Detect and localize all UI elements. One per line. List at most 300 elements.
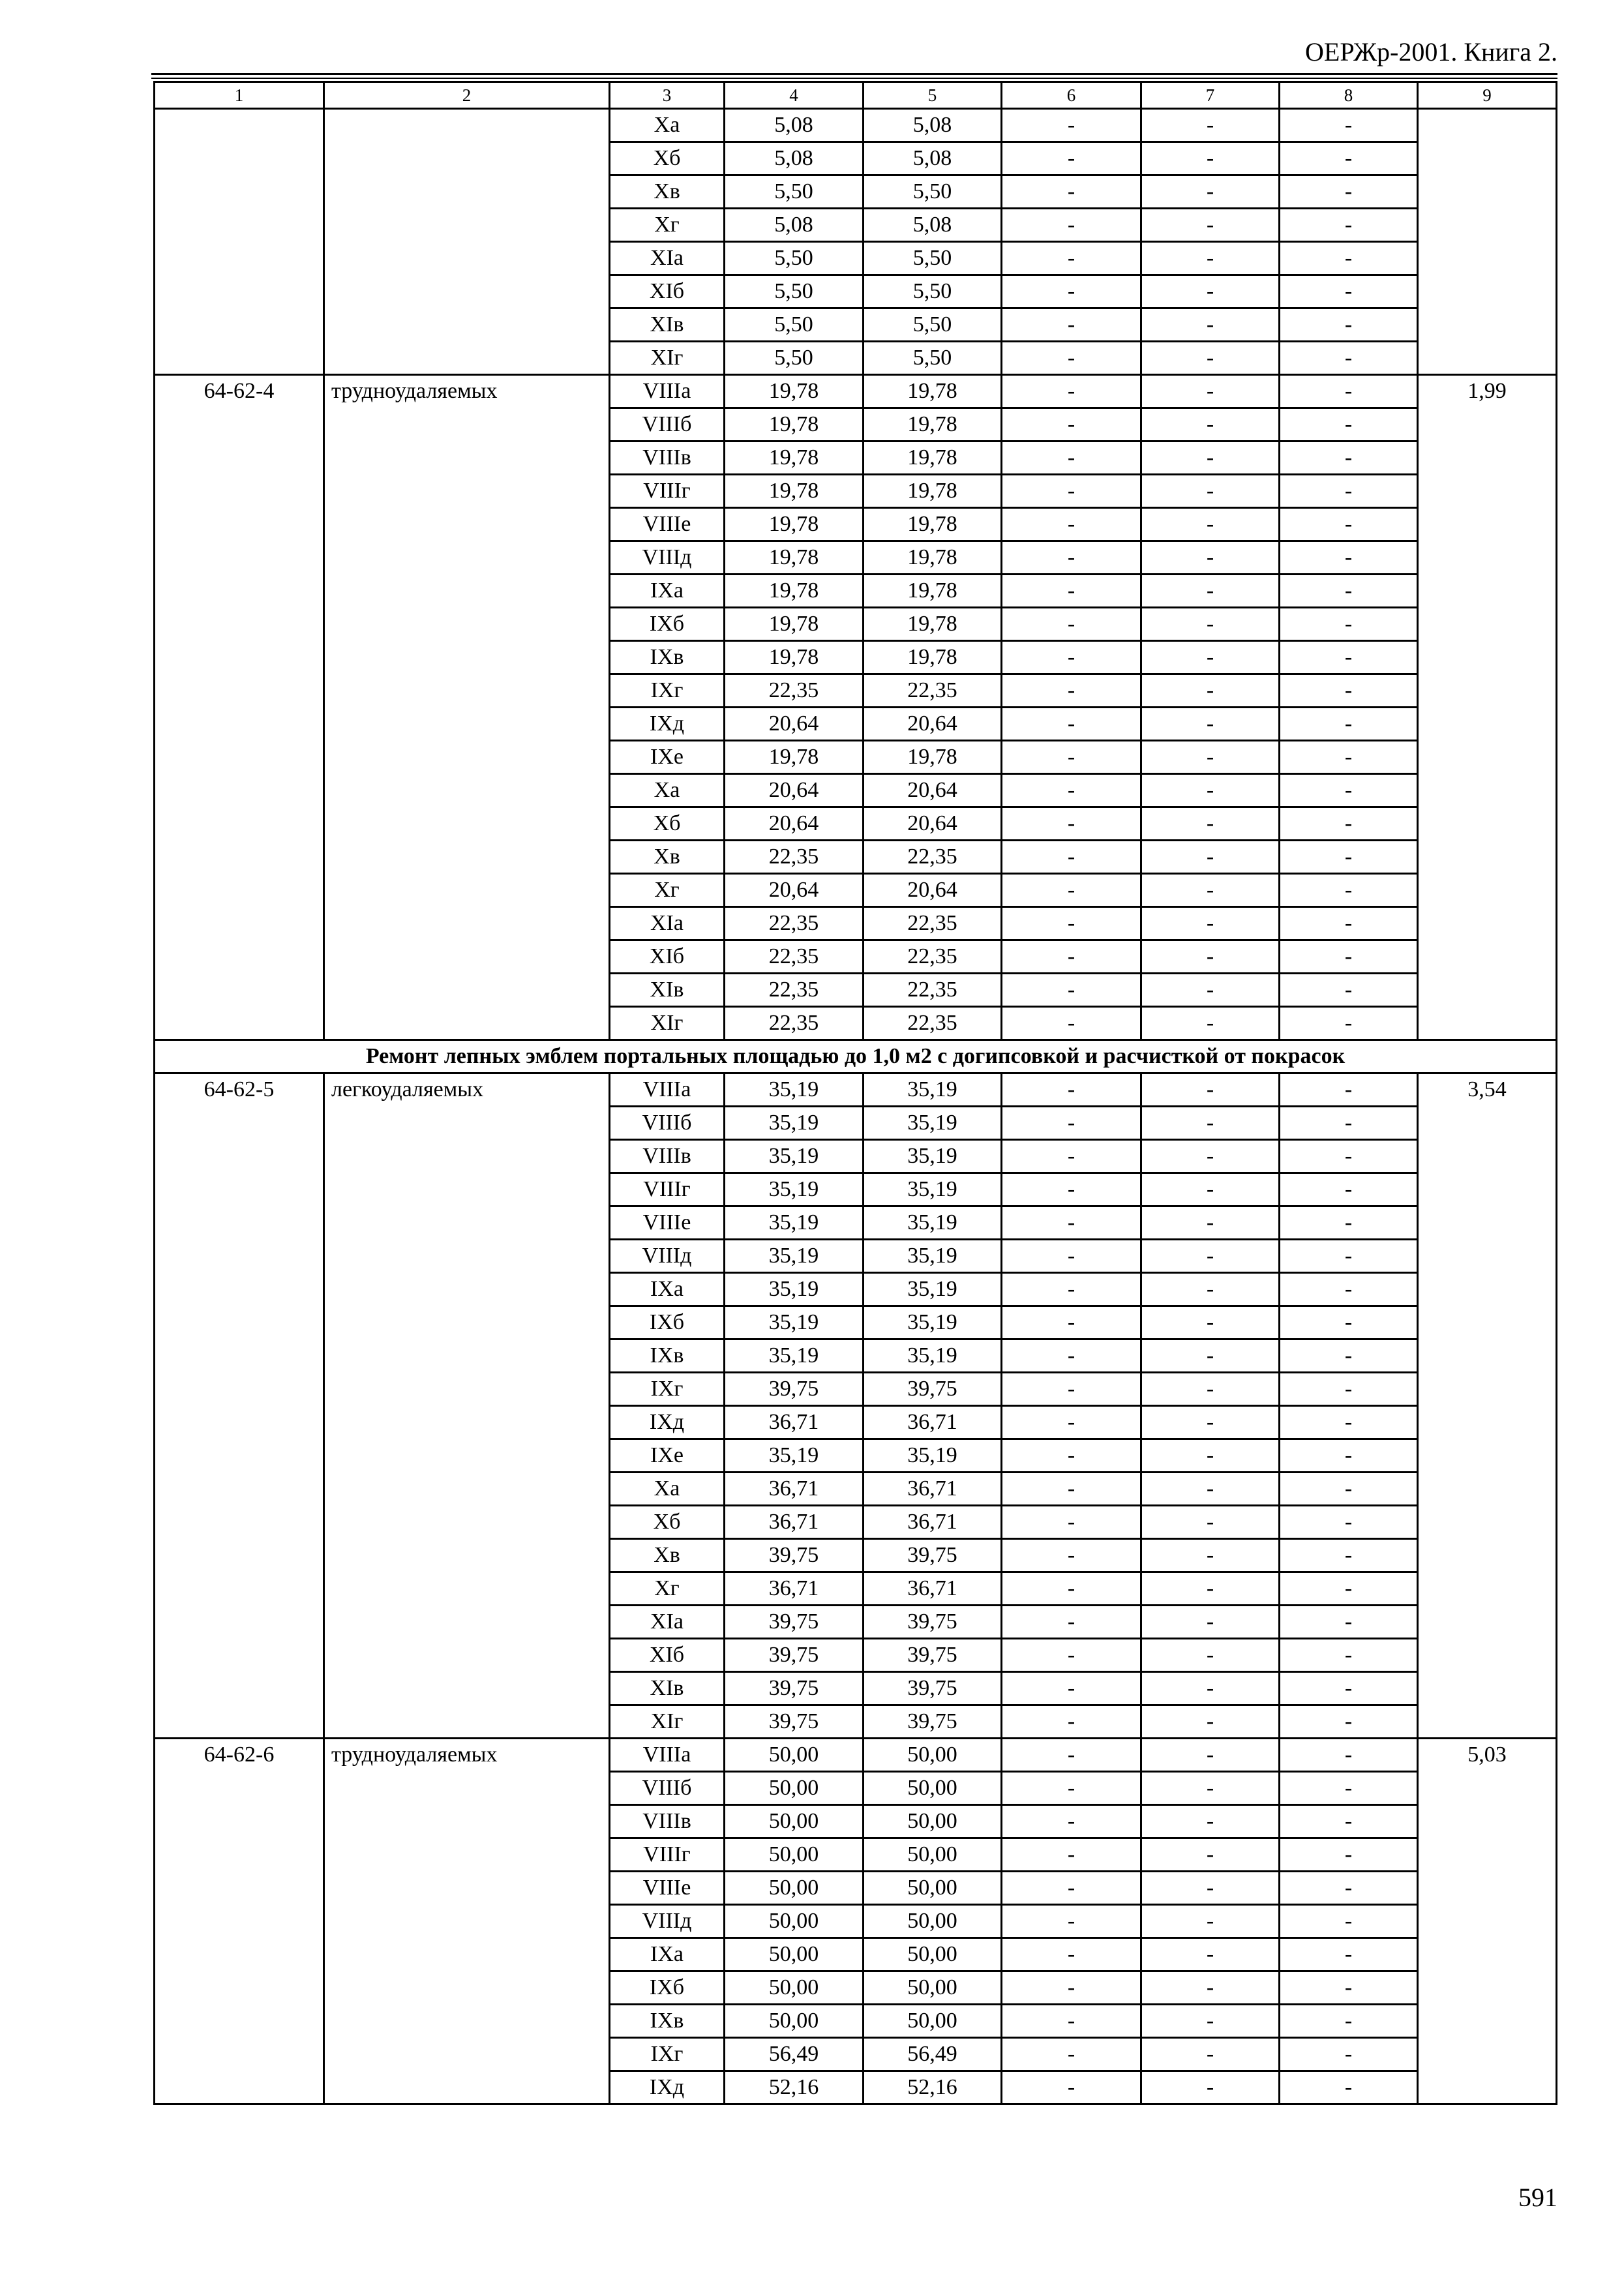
coefficient-cell: 5,03: [1418, 1739, 1557, 2104]
wages-cell: 5,50: [864, 308, 1002, 342]
materials-cell: -: [1280, 1373, 1418, 1406]
machines-cell: -: [1002, 1705, 1141, 1739]
machines-cell: -: [1002, 1206, 1141, 1240]
category-cell: IXв: [610, 1339, 725, 1373]
machines-cell: -: [1002, 1539, 1141, 1572]
column-number: 9: [1418, 82, 1557, 109]
wages-cell: 35,19: [864, 1140, 1002, 1173]
materials-cell: -: [1280, 342, 1418, 375]
materials-cell: -: [1280, 807, 1418, 841]
wages-cell: 39,75: [864, 1639, 1002, 1672]
direct-cost-cell: 19,78: [725, 441, 864, 475]
direct-cost-cell: 50,00: [725, 1805, 864, 1838]
name-cell: трудноудаляемых: [324, 1739, 610, 2104]
driver-wages-cell: -: [1141, 575, 1280, 608]
materials-cell: -: [1280, 475, 1418, 508]
driver-wages-cell: -: [1141, 1539, 1280, 1572]
direct-cost-cell: 35,19: [725, 1173, 864, 1206]
driver-wages-cell: -: [1141, 1772, 1280, 1805]
direct-cost-cell: 36,71: [725, 1406, 864, 1439]
machines-cell: -: [1002, 1439, 1141, 1473]
direct-cost-cell: 36,71: [725, 1572, 864, 1606]
name-cell: трудноудаляемых: [324, 375, 610, 1040]
materials-cell: -: [1280, 1240, 1418, 1273]
direct-cost-cell: 35,19: [725, 1339, 864, 1373]
driver-wages-cell: -: [1141, 1805, 1280, 1838]
machines-cell: -: [1002, 441, 1141, 475]
direct-cost-cell: 35,19: [725, 1306, 864, 1339]
machines-cell: -: [1002, 2038, 1141, 2071]
materials-cell: -: [1280, 1971, 1418, 2005]
category-cell: IXд: [610, 2071, 725, 2104]
direct-cost-cell: 5,50: [725, 308, 864, 342]
machines-cell: -: [1002, 1772, 1141, 1805]
machines-cell: -: [1002, 541, 1141, 575]
materials-cell: -: [1280, 1938, 1418, 1971]
driver-wages-cell: -: [1141, 674, 1280, 708]
category-cell: VIIIa: [610, 1739, 725, 1772]
category-cell: XIв: [610, 974, 725, 1007]
direct-cost-cell: 39,75: [725, 1539, 864, 1572]
driver-wages-cell: -: [1141, 1206, 1280, 1240]
category-cell: VIIIe: [610, 508, 725, 541]
wages-cell: 36,71: [864, 1406, 1002, 1439]
direct-cost-cell: 22,35: [725, 841, 864, 874]
category-cell: Xa: [610, 109, 725, 142]
driver-wages-cell: -: [1141, 940, 1280, 974]
direct-cost-cell: 19,78: [725, 475, 864, 508]
direct-cost-cell: 5,50: [725, 175, 864, 209]
machines-cell: -: [1002, 841, 1141, 874]
category-cell: Xв: [610, 841, 725, 874]
driver-wages-cell: -: [1141, 741, 1280, 774]
category-cell: IXг: [610, 1373, 725, 1406]
wages-cell: 22,35: [864, 1007, 1002, 1040]
materials-cell: -: [1280, 974, 1418, 1007]
wages-cell: 19,78: [864, 441, 1002, 475]
category-cell: Xa: [610, 774, 725, 807]
driver-wages-cell: -: [1141, 1872, 1280, 1905]
direct-cost-cell: 19,78: [725, 541, 864, 575]
direct-cost-cell: 19,78: [725, 608, 864, 641]
wages-cell: 35,19: [864, 1240, 1002, 1273]
driver-wages-cell: -: [1141, 1007, 1280, 1040]
direct-cost-cell: 19,78: [725, 741, 864, 774]
materials-cell: -: [1280, 1772, 1418, 1805]
driver-wages-cell: -: [1141, 1240, 1280, 1273]
column-number-row: [155, 82, 1557, 109]
category-cell: IXг: [610, 674, 725, 708]
wages-cell: 50,00: [864, 1872, 1002, 1905]
wages-cell: 50,00: [864, 1805, 1002, 1838]
table-row: [155, 1073, 1557, 1107]
wages-cell: 5,50: [864, 275, 1002, 308]
materials-cell: -: [1280, 1473, 1418, 1506]
wages-cell: 35,19: [864, 1273, 1002, 1306]
driver-wages-cell: -: [1141, 874, 1280, 907]
machines-cell: -: [1002, 674, 1141, 708]
machines-cell: -: [1002, 1306, 1141, 1339]
wages-cell: 5,50: [864, 342, 1002, 375]
header-rule-thin: [151, 78, 1557, 79]
direct-cost-cell: 52,16: [725, 2071, 864, 2104]
machines-cell: -: [1002, 2071, 1141, 2104]
machines-cell: -: [1002, 242, 1141, 275]
category-cell: VIIIв: [610, 1805, 725, 1838]
driver-wages-cell: -: [1141, 974, 1280, 1007]
driver-wages-cell: -: [1141, 1572, 1280, 1606]
category-cell: IXд: [610, 708, 725, 741]
wages-cell: 52,16: [864, 2071, 1002, 2104]
category-cell: VIIIд: [610, 1240, 725, 1273]
category-cell: Xб: [610, 1506, 725, 1539]
machines-cell: -: [1002, 1240, 1141, 1273]
materials-cell: -: [1280, 175, 1418, 209]
column-number: 5: [864, 82, 1002, 109]
driver-wages-cell: -: [1141, 242, 1280, 275]
wages-cell: 35,19: [864, 1073, 1002, 1107]
direct-cost-cell: 20,64: [725, 708, 864, 741]
wages-cell: 20,64: [864, 874, 1002, 907]
wages-cell: 39,75: [864, 1539, 1002, 1572]
materials-cell: -: [1280, 1073, 1418, 1107]
direct-cost-cell: 35,19: [725, 1439, 864, 1473]
driver-wages-cell: -: [1141, 841, 1280, 874]
driver-wages-cell: -: [1141, 342, 1280, 375]
materials-cell: -: [1280, 608, 1418, 641]
driver-wages-cell: -: [1141, 641, 1280, 674]
table-row: [155, 375, 1557, 408]
coefficient-cell: 3,54: [1418, 1073, 1557, 1739]
materials-cell: -: [1280, 209, 1418, 242]
category-cell: VIIIe: [610, 1206, 725, 1240]
materials-cell: -: [1280, 242, 1418, 275]
materials-cell: -: [1280, 708, 1418, 741]
direct-cost-cell: 39,75: [725, 1705, 864, 1739]
wages-cell: 50,00: [864, 1772, 1002, 1805]
wages-cell: 50,00: [864, 1838, 1002, 1872]
category-cell: Xв: [610, 1539, 725, 1572]
direct-cost-cell: 5,50: [725, 275, 864, 308]
driver-wages-cell: -: [1141, 1140, 1280, 1173]
category-cell: IXa: [610, 1938, 725, 1971]
materials-cell: -: [1280, 408, 1418, 441]
machines-cell: -: [1002, 308, 1141, 342]
driver-wages-cell: -: [1141, 175, 1280, 209]
driver-wages-cell: -: [1141, 308, 1280, 342]
driver-wages-cell: -: [1141, 1073, 1280, 1107]
category-cell: Xa: [610, 1473, 725, 1506]
machines-cell: -: [1002, 1339, 1141, 1373]
direct-cost-cell: 35,19: [725, 1273, 864, 1306]
code-cell: 64-62-5: [155, 1073, 324, 1739]
wages-cell: 36,71: [864, 1473, 1002, 1506]
direct-cost-cell: 20,64: [725, 807, 864, 841]
direct-cost-cell: 5,50: [725, 342, 864, 375]
machines-cell: -: [1002, 974, 1141, 1007]
wages-cell: 36,71: [864, 1572, 1002, 1606]
direct-cost-cell: 5,50: [725, 242, 864, 275]
materials-cell: -: [1280, 674, 1418, 708]
machines-cell: -: [1002, 1905, 1141, 1938]
driver-wages-cell: -: [1141, 774, 1280, 807]
materials-cell: -: [1280, 1639, 1418, 1672]
category-cell: IXe: [610, 741, 725, 774]
wages-cell: 56,49: [864, 2038, 1002, 2071]
direct-cost-cell: 35,19: [725, 1107, 864, 1140]
direct-cost-cell: 35,19: [725, 1240, 864, 1273]
materials-cell: -: [1280, 1606, 1418, 1639]
table-row: [155, 109, 1557, 142]
driver-wages-cell: -: [1141, 1373, 1280, 1406]
driver-wages-cell: -: [1141, 1971, 1280, 2005]
materials-cell: -: [1280, 1339, 1418, 1373]
materials-cell: -: [1280, 1306, 1418, 1339]
wages-cell: 22,35: [864, 940, 1002, 974]
direct-cost-cell: 22,35: [725, 974, 864, 1007]
direct-cost-cell: 36,71: [725, 1473, 864, 1506]
category-cell: VIIIб: [610, 1772, 725, 1805]
machines-cell: -: [1002, 1406, 1141, 1439]
materials-cell: -: [1280, 1406, 1418, 1439]
direct-cost-cell: 19,78: [725, 408, 864, 441]
materials-cell: -: [1280, 1140, 1418, 1173]
category-cell: VIIIa: [610, 1073, 725, 1107]
wages-cell: 22,35: [864, 841, 1002, 874]
materials-cell: -: [1280, 874, 1418, 907]
category-cell: VIIIг: [610, 1838, 725, 1872]
machines-cell: -: [1002, 109, 1141, 142]
rates-table: [153, 81, 1557, 2105]
driver-wages-cell: -: [1141, 1639, 1280, 1672]
materials-cell: -: [1280, 1173, 1418, 1206]
machines-cell: -: [1002, 1273, 1141, 1306]
materials-cell: -: [1280, 907, 1418, 940]
driver-wages-cell: -: [1141, 1339, 1280, 1373]
category-cell: IXa: [610, 1273, 725, 1306]
driver-wages-cell: -: [1141, 708, 1280, 741]
wages-cell: 50,00: [864, 1971, 1002, 2005]
wages-cell: 35,19: [864, 1306, 1002, 1339]
materials-cell: -: [1280, 375, 1418, 408]
materials-cell: -: [1280, 1572, 1418, 1606]
column-number: 6: [1002, 82, 1141, 109]
wages-cell: 5,08: [864, 209, 1002, 242]
materials-cell: -: [1280, 541, 1418, 575]
machines-cell: -: [1002, 408, 1141, 441]
materials-cell: -: [1280, 2038, 1418, 2071]
driver-wages-cell: -: [1141, 1838, 1280, 1872]
machines-cell: -: [1002, 1473, 1141, 1506]
machines-cell: -: [1002, 209, 1141, 242]
wages-cell: 35,19: [864, 1439, 1002, 1473]
wages-cell: 35,19: [864, 1173, 1002, 1206]
machines-cell: -: [1002, 1007, 1141, 1040]
driver-wages-cell: -: [1141, 1439, 1280, 1473]
machines-cell: -: [1002, 375, 1141, 408]
machines-cell: -: [1002, 774, 1141, 807]
machines-cell: -: [1002, 1173, 1141, 1206]
wages-cell: 19,78: [864, 375, 1002, 408]
wages-cell: 22,35: [864, 674, 1002, 708]
document-title: ОЕРЖр-2001. Книга 2.: [1305, 37, 1557, 67]
category-cell: VIIIб: [610, 1107, 725, 1140]
direct-cost-cell: 39,75: [725, 1672, 864, 1705]
machines-cell: -: [1002, 575, 1141, 608]
machines-cell: -: [1002, 1872, 1141, 1905]
category-cell: Xг: [610, 874, 725, 907]
machines-cell: -: [1002, 508, 1141, 541]
machines-cell: -: [1002, 940, 1141, 974]
driver-wages-cell: -: [1141, 1473, 1280, 1506]
wages-cell: 5,50: [864, 175, 1002, 209]
direct-cost-cell: 39,75: [725, 1606, 864, 1639]
wages-cell: 50,00: [864, 2005, 1002, 2038]
direct-cost-cell: 19,78: [725, 575, 864, 608]
category-cell: XIa: [610, 1606, 725, 1639]
machines-cell: -: [1002, 708, 1141, 741]
section-title: Ремонт лепных эмблем портальных площадью до 1,0 м2 с догипсовкой и расчисткой от покрасок: [155, 1040, 1557, 1073]
code-cell: 64-62-4: [155, 375, 324, 1040]
category-cell: IXб: [610, 1306, 725, 1339]
wages-cell: 39,75: [864, 1672, 1002, 1705]
column-number: 1: [155, 82, 324, 109]
driver-wages-cell: -: [1141, 508, 1280, 541]
category-cell: IXд: [610, 1406, 725, 1439]
direct-cost-cell: 56,49: [725, 2038, 864, 2071]
category-cell: XIг: [610, 342, 725, 375]
direct-cost-cell: 35,19: [725, 1140, 864, 1173]
materials-cell: -: [1280, 1739, 1418, 1772]
driver-wages-cell: -: [1141, 541, 1280, 575]
machines-cell: -: [1002, 1971, 1141, 2005]
column-number: 7: [1141, 82, 1280, 109]
code-cell: 64-62-6: [155, 1739, 324, 2104]
machines-cell: -: [1002, 1739, 1141, 1772]
machines-cell: -: [1002, 275, 1141, 308]
wages-cell: 20,64: [864, 774, 1002, 807]
machines-cell: -: [1002, 475, 1141, 508]
machines-cell: -: [1002, 641, 1141, 674]
materials-cell: -: [1280, 2005, 1418, 2038]
page-number: 591: [1518, 2183, 1557, 2212]
materials-cell: -: [1280, 1872, 1418, 1905]
rates-table-body: [155, 82, 1557, 2104]
category-cell: IXa: [610, 575, 725, 608]
category-cell: IXг: [610, 2038, 725, 2071]
category-cell: IXб: [610, 1971, 725, 2005]
materials-cell: -: [1280, 1007, 1418, 1040]
machines-cell: -: [1002, 907, 1141, 940]
wages-cell: 19,78: [864, 508, 1002, 541]
wages-cell: 20,64: [864, 708, 1002, 741]
driver-wages-cell: -: [1141, 1406, 1280, 1439]
category-cell: IXв: [610, 2005, 725, 2038]
direct-cost-cell: 22,35: [725, 907, 864, 940]
direct-cost-cell: 50,00: [725, 1739, 864, 1772]
materials-cell: -: [1280, 1905, 1418, 1938]
direct-cost-cell: 36,71: [725, 1506, 864, 1539]
machines-cell: -: [1002, 2005, 1141, 2038]
machines-cell: -: [1002, 741, 1141, 774]
materials-cell: -: [1280, 308, 1418, 342]
driver-wages-cell: -: [1141, 1173, 1280, 1206]
driver-wages-cell: -: [1141, 2038, 1280, 2071]
driver-wages-cell: -: [1141, 1705, 1280, 1739]
section-row: [155, 1040, 1557, 1073]
machines-cell: -: [1002, 1373, 1141, 1406]
direct-cost-cell: 22,35: [725, 674, 864, 708]
direct-cost-cell: 35,19: [725, 1073, 864, 1107]
machines-cell: -: [1002, 1838, 1141, 1872]
wages-cell: 5,08: [864, 142, 1002, 175]
wages-cell: 36,71: [864, 1506, 1002, 1539]
direct-cost-cell: 19,78: [725, 641, 864, 674]
wages-cell: 5,08: [864, 109, 1002, 142]
driver-wages-cell: -: [1141, 1107, 1280, 1140]
driver-wages-cell: -: [1141, 1306, 1280, 1339]
category-cell: VIIIд: [610, 541, 725, 575]
materials-cell: -: [1280, 575, 1418, 608]
category-cell: XIв: [610, 1672, 725, 1705]
machines-cell: -: [1002, 1606, 1141, 1639]
wages-cell: 19,78: [864, 541, 1002, 575]
name-cell: [324, 109, 610, 375]
direct-cost-cell: 50,00: [725, 1971, 864, 2005]
wages-cell: 35,19: [864, 1107, 1002, 1140]
driver-wages-cell: -: [1141, 608, 1280, 641]
machines-cell: -: [1002, 342, 1141, 375]
wages-cell: 35,19: [864, 1339, 1002, 1373]
wages-cell: 50,00: [864, 1905, 1002, 1938]
category-cell: VIIIв: [610, 1140, 725, 1173]
materials-cell: -: [1280, 1439, 1418, 1473]
category-cell: VIIIв: [610, 441, 725, 475]
category-cell: Xг: [610, 1572, 725, 1606]
coefficient-cell: 1,99: [1418, 375, 1557, 1040]
wages-cell: 20,64: [864, 807, 1002, 841]
materials-cell: -: [1280, 774, 1418, 807]
wages-cell: 39,75: [864, 1606, 1002, 1639]
driver-wages-cell: -: [1141, 142, 1280, 175]
wages-cell: 50,00: [864, 1739, 1002, 1772]
category-cell: Xг: [610, 209, 725, 242]
driver-wages-cell: -: [1141, 1739, 1280, 1772]
machines-cell: -: [1002, 608, 1141, 641]
category-cell: XIг: [610, 1705, 725, 1739]
category-cell: VIIIд: [610, 1905, 725, 1938]
code-cell: [155, 109, 324, 375]
direct-cost-cell: 50,00: [725, 1938, 864, 1971]
materials-cell: -: [1280, 1838, 1418, 1872]
wages-cell: 50,00: [864, 1938, 1002, 1971]
category-cell: XIб: [610, 275, 725, 308]
direct-cost-cell: 5,08: [725, 142, 864, 175]
materials-cell: -: [1280, 1705, 1418, 1739]
category-cell: XIг: [610, 1007, 725, 1040]
materials-cell: -: [1280, 641, 1418, 674]
wages-cell: 19,78: [864, 475, 1002, 508]
header-rule: [151, 73, 1557, 75]
machines-cell: -: [1002, 1938, 1141, 1971]
category-cell: Xв: [610, 175, 725, 209]
category-cell: VIIIa: [610, 375, 725, 408]
category-cell: XIб: [610, 1639, 725, 1672]
driver-wages-cell: -: [1141, 907, 1280, 940]
category-cell: VIIIe: [610, 1872, 725, 1905]
driver-wages-cell: -: [1141, 408, 1280, 441]
direct-cost-cell: 19,78: [725, 375, 864, 408]
